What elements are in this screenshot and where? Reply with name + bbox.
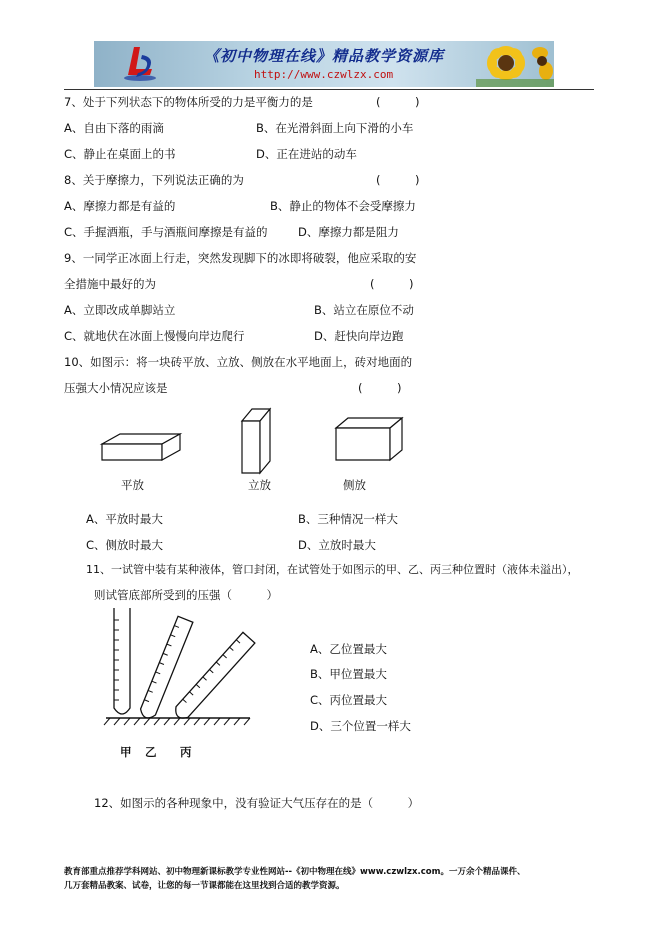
q9-stem-line1: 9、一同学正冰面上行走，突然发现脚下的冰即将破裂，他应采取的安 [64, 251, 417, 265]
q10-option-b[interactable]: B、三种情况一样大 [298, 512, 398, 526]
q10-option-a[interactable]: A、平放时最大 [86, 512, 163, 526]
q8-option-c[interactable]: C、手握酒瓶，手与酒瓶间摩擦是有益的 [64, 225, 268, 239]
test-tube-yi [138, 616, 193, 720]
q9-option-a[interactable]: A、立即改成单脚站立 [64, 303, 176, 317]
banner-title: 《初中物理在线》精品教学资源库 [204, 47, 445, 65]
q10-fig-label-flat: 平放 [121, 478, 144, 492]
brick-flat-figure [100, 430, 182, 464]
sunflower-icon [476, 41, 554, 87]
q8-stem: 8、关于摩擦力，下列说法正确的为 [64, 173, 244, 187]
footer-line1: 教育部重点推荐学科网站、初中物理新课标教学专业性网站--《初中物理在线》www.czwlzx.com。一万余个精品课件、 [64, 867, 526, 877]
q11-option-b[interactable]: B、甲位置最大 [310, 667, 387, 681]
site-logo-icon [120, 45, 160, 83]
q12-stem: 12、如图示的各种现象中，没有验证大气压存在的是（ ） [94, 796, 420, 810]
q7-option-b[interactable]: B、在光滑斜面上向下滑的小车 [256, 121, 414, 135]
q7-option-c[interactable]: C、静止在桌面上的书 [64, 147, 176, 161]
header-rule [64, 89, 594, 90]
q11-fig-label-jia: 甲 [120, 745, 132, 759]
q9-answer-bracket[interactable]: ( ) [370, 277, 414, 291]
q8-option-d[interactable]: D、摩擦力都是阻力 [298, 225, 399, 239]
test-tube-bing [172, 632, 255, 721]
brick-upright-figure [240, 407, 274, 477]
q10-stem-line2: 压强大小情况应该是 [64, 381, 168, 395]
footer-line2: 几万套精品教案、试卷，让您的每一节课都能在这里找到合适的教学资源。 [64, 881, 345, 891]
test-tube-jia [114, 608, 130, 714]
test-tubes-figure [100, 606, 270, 726]
q11-option-c[interactable]: C、丙位置最大 [310, 693, 388, 707]
q9-option-b[interactable]: B、站立在原位不动 [314, 303, 414, 317]
q10-option-c[interactable]: C、侧放时最大 [86, 538, 164, 552]
q8-option-a[interactable]: A、摩擦力都是有益的 [64, 199, 176, 213]
q7-option-a[interactable]: A、自由下落的雨滴 [64, 121, 164, 135]
q9-option-c[interactable]: C、就地伏在冰面上慢慢向岸边爬行 [64, 329, 245, 343]
q11-fig-label-bing: 丙 [180, 745, 192, 759]
q9-option-d[interactable]: D、赶快向岸边跑 [314, 329, 404, 343]
q7-stem: 7、处于下列状态下的物体所受的力是平衡力的是 [64, 95, 313, 109]
q11-fig-label-yi: 乙 [145, 745, 157, 759]
q7-answer-bracket[interactable]: ( ) [376, 95, 420, 109]
q11-option-a[interactable]: A、乙位置最大 [310, 642, 387, 656]
q10-fig-label-upright: 立放 [248, 478, 271, 492]
q11-stem-line1: 11、一试管中装有某种液体，管口封闭，在试管处于如图示的甲、乙、丙三种位置时（液体未溢出）， [86, 563, 579, 576]
q8-option-b[interactable]: B、静止的物体不会受摩擦力 [270, 199, 416, 213]
q8-answer-bracket[interactable]: ( ) [376, 173, 420, 187]
q10-fig-label-side: 侧放 [343, 478, 366, 492]
q7-option-d[interactable]: D、正在进站的动车 [256, 147, 357, 161]
header-banner [94, 41, 554, 87]
q9-stem-line2: 全措施中最好的为 [64, 277, 156, 291]
q10-stem-line1: 10、如图示：将一块砖平放、立放、侧放在水平地面上，砖对地面的 [64, 355, 413, 369]
q10-option-d[interactable]: D、立放时最大 [298, 538, 376, 552]
q10-answer-bracket[interactable]: ( ) [358, 381, 402, 395]
q11-option-d[interactable]: D、三个位置一样大 [310, 719, 411, 733]
banner-url[interactable]: http://www.czwlzx.com [254, 68, 394, 81]
brick-side-figure [334, 414, 404, 462]
q11-stem-line2: 则试管底部所受到的压强（ ） [94, 588, 278, 602]
